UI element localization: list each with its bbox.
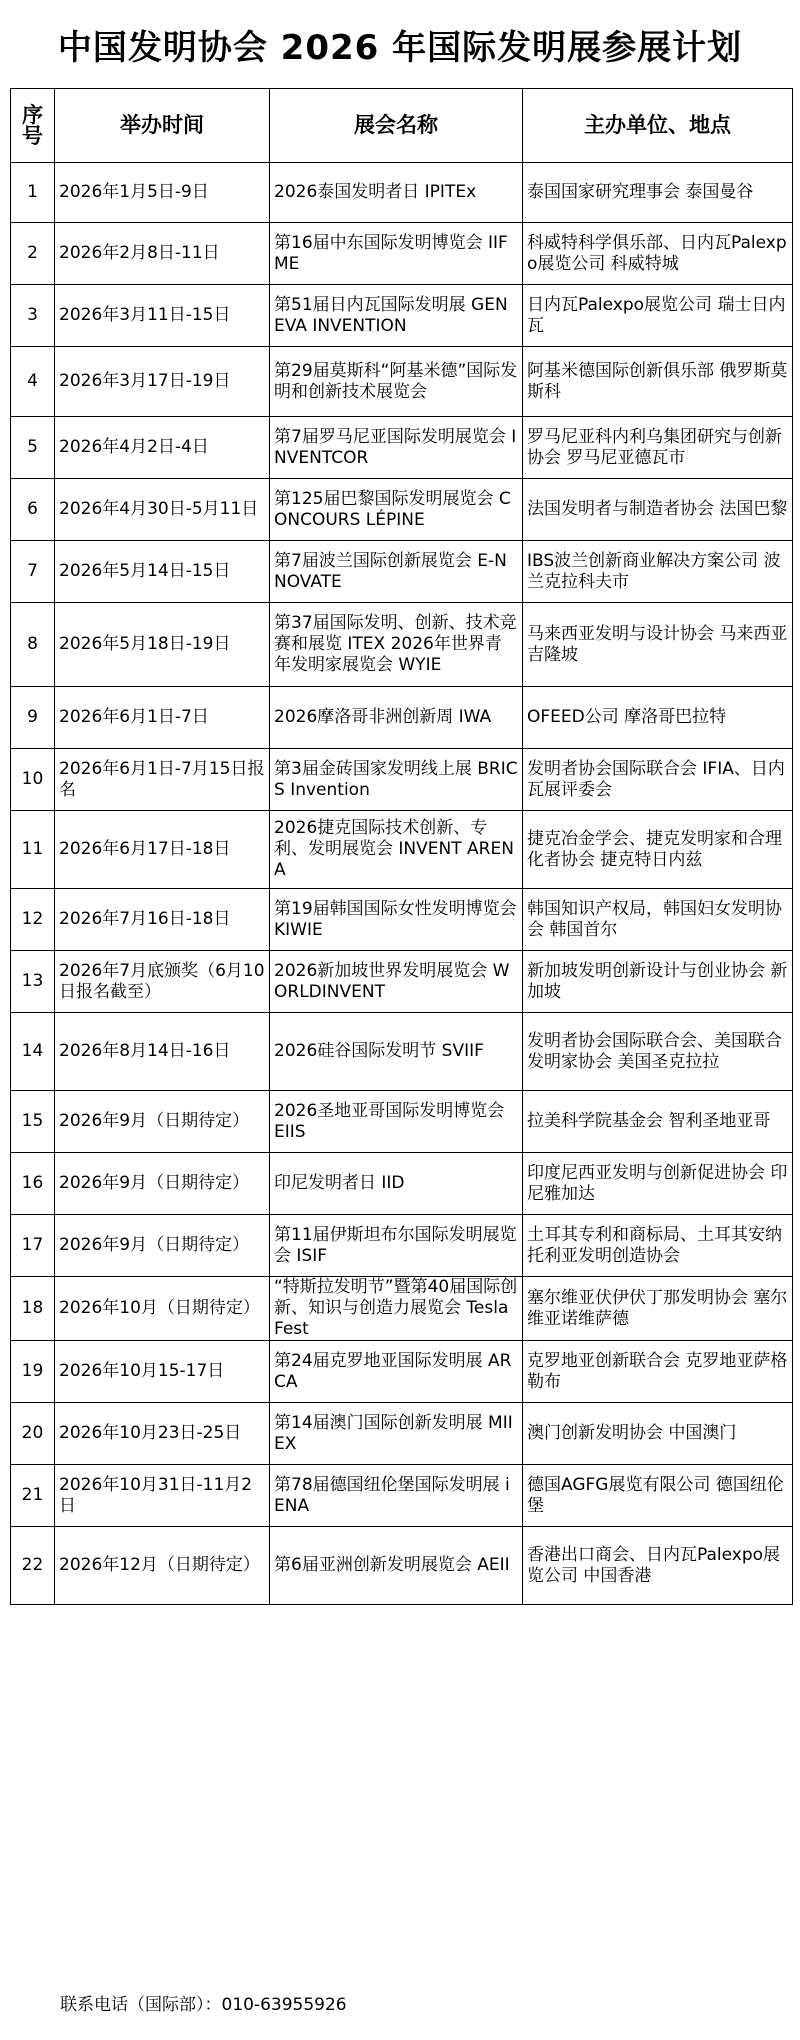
row-host: OFEED公司 摩洛哥巴拉特 [523,687,793,749]
table-row [11,1215,793,1277]
row-host: 发明者协会国际联合会 IFIA、日内瓦展评委会 [523,749,793,811]
row-date: 2026年12月（日期待定） [55,1527,270,1605]
header-date: 举办时间 [55,89,270,163]
table-header-row [11,89,793,163]
row-number: 2 [11,223,55,285]
row-host: 韩国知识产权局，韩国妇女发明协会 韩国首尔 [523,889,793,951]
row-date: 2026年7月16日-18日 [55,889,270,951]
row-host: 罗马尼亚科内利乌集团研究与创新协会 罗马尼亚德瓦市 [523,417,793,479]
row-host: 马来西亚发明与设计协会 马来西亚吉隆坡 [523,603,793,687]
table-row [11,1527,793,1605]
row-exhibition-name: 第11届伊斯坦布尔国际发明展览会 ISIF [270,1215,523,1277]
row-date: 2026年5月14日-15日 [55,541,270,603]
table-row [11,285,793,347]
row-date: 2026年6月17日-18日 [55,811,270,889]
row-host: 克罗地亚创新联合会 克罗地亚萨格勒布 [523,1341,793,1403]
row-number: 19 [11,1341,55,1403]
row-host: 泰国国家研究理事会 泰国曼谷 [523,163,793,223]
row-date: 2026年10月31日-11月2日 [55,1465,270,1527]
table-row [11,1277,793,1341]
row-host: 澳门创新发明协会 中国澳门 [523,1403,793,1465]
row-date: 2026年3月11日-15日 [55,285,270,347]
row-number: 15 [11,1091,55,1153]
row-number: 10 [11,749,55,811]
header-name: 展会名称 [270,89,523,163]
row-host: IBS波兰创新商业解决方案公司 波兰克拉科夫市 [523,541,793,603]
row-date: 2026年6月1日-7月15日报名 [55,749,270,811]
row-host: 印度尼西亚发明与创新促进协会 印尼雅加达 [523,1153,793,1215]
table-row [11,347,793,417]
row-number: 6 [11,479,55,541]
table-row [11,1013,793,1091]
table-row [11,417,793,479]
row-date: 2026年3月17日-19日 [55,347,270,417]
row-number: 5 [11,417,55,479]
row-exhibition-name: 2026新加坡世界发明展览会 WORLDINVENT [270,951,523,1013]
table-row [11,811,793,889]
row-number: 18 [11,1277,55,1341]
row-exhibition-name: 第14届澳门国际创新发明展 MIIEX [270,1403,523,1465]
row-date: 2026年8月14日-16日 [55,1013,270,1091]
table-row [11,1091,793,1153]
row-date: 2026年5月18日-19日 [55,603,270,687]
row-exhibition-name: 第51届日内瓦国际发明展 GENEVA INVENTION [270,285,523,347]
row-date: 2026年7月底颁奖（6月10日报名截至） [55,951,270,1013]
row-host: 阿基米德国际创新俱乐部 俄罗斯莫斯科 [523,347,793,417]
row-number: 12 [11,889,55,951]
page-title: 中国发明协会 2026 年国际发明展参展计划 [57,27,743,68]
row-exhibition-name: 2026泰国发明者日 IPITEx [270,163,523,223]
table-row [11,1403,793,1465]
row-host: 捷克冶金学会、捷克发明家和合理化者协会 捷克特日内兹 [523,811,793,889]
row-date: 2026年1月5日-9日 [55,163,270,223]
row-host: 拉美科学院基金会 智利圣地亚哥 [523,1091,793,1153]
table-row [11,603,793,687]
row-exhibition-name: 2026硅谷国际发明节 SVIIF [270,1013,523,1091]
table-row [11,951,793,1013]
row-number: 17 [11,1215,55,1277]
row-number: 9 [11,687,55,749]
row-host: 塞尔维亚伏伊伏丁那发明协会 塞尔维亚诺维萨德 [523,1277,793,1341]
row-exhibition-name: “特斯拉发明节”暨第40届国际创新、知识与创造力展览会 TeslaFest [270,1277,523,1341]
row-exhibition-name: 第24届克罗地亚国际发明展 ARCA [270,1341,523,1403]
row-date: 2026年4月30日-5月11日 [55,479,270,541]
table-body [11,163,793,1605]
row-exhibition-name: 第29届莫斯科“阿基米德”国际发明和创新技术展览会 [270,347,523,417]
row-number: 4 [11,347,55,417]
row-date: 2026年9月（日期待定） [55,1215,270,1277]
row-host: 日内瓦Palexpo展览公司 瑞士日内瓦 [523,285,793,347]
table-row [11,479,793,541]
row-exhibition-name: 第19届韩国国际女性发明博览会 KIWIE [270,889,523,951]
contact-phone: 联系电话（国际部）：010-63955926 [60,1995,347,2015]
row-date: 2026年6月1日-7日 [55,687,270,749]
row-host: 德国AGFG展览有限公司 德国纽伦堡 [523,1465,793,1527]
table-row [11,1153,793,1215]
row-exhibition-name: 第125届巴黎国际发明展览会 CONCOURS LÉPINE [270,479,523,541]
row-date: 2026年10月15-17日 [55,1341,270,1403]
row-date: 2026年9月（日期待定） [55,1153,270,1215]
row-date: 2026年2月8日-11日 [55,223,270,285]
table-row [11,223,793,285]
row-date: 2026年9月（日期待定） [55,1091,270,1153]
row-number: 21 [11,1465,55,1527]
row-date: 2026年4月2日-4日 [55,417,270,479]
row-number: 14 [11,1013,55,1091]
row-host: 香港出口商会、日内瓦Palexpo展览公司 中国香港 [523,1527,793,1605]
row-exhibition-name: 2026圣地亚哥国际发明博览会 EIIS [270,1091,523,1153]
row-number: 13 [11,951,55,1013]
table-row [11,1465,793,1527]
row-host: 发明者协会国际联合会、美国联合发明家协会 美国圣克拉拉 [523,1013,793,1091]
row-exhibition-name: 第3届金砖国家发明线上展 BRICS Invention [270,749,523,811]
row-exhibition-name: 2026摩洛哥非洲创新周 IWA [270,687,523,749]
row-exhibition-name: 第6届亚洲创新发明展览会 AEII [270,1527,523,1605]
row-host: 科威特科学俱乐部、日内瓦Palexpo展览公司 科威特城 [523,223,793,285]
row-number: 20 [11,1403,55,1465]
table-row [11,1341,793,1403]
row-date: 2026年10月23日-25日 [55,1403,270,1465]
row-exhibition-name: 第7届波兰国际创新展览会 E-NNOVATE [270,541,523,603]
row-number: 1 [11,163,55,223]
row-number: 8 [11,603,55,687]
row-number: 16 [11,1153,55,1215]
exhibition-plan-table [10,88,793,1605]
table-row [11,687,793,749]
row-exhibition-name: 第78届德国纽伦堡国际发明展 iENA [270,1465,523,1527]
row-host: 法国发明者与制造者协会 法国巴黎 [523,479,793,541]
row-exhibition-name: 2026捷克国际技术创新、专利、发明展览会 INVENT ARENA [270,811,523,889]
row-host: 土耳其专利和商标局、土耳其安纳托利亚发明创造协会 [523,1215,793,1277]
row-exhibition-name: 第16届中东国际发明博览会 IIFME [270,223,523,285]
header-no: 序号 [11,89,55,163]
table-row [11,163,793,223]
row-number: 7 [11,541,55,603]
row-number: 11 [11,811,55,889]
row-exhibition-name: 第7届罗马尼亚国际发明展览会 INVENTCOR [270,417,523,479]
header-host: 主办单位、地点 [523,89,793,163]
row-exhibition-name: 第37届国际发明、创新、技术竞赛和展览 ITEX 2026年世界青年发明家展览会 WYIE [270,603,523,687]
table-row [11,889,793,951]
row-exhibition-name: 印尼发明者日 IID [270,1153,523,1215]
row-date: 2026年10月（日期待定） [55,1277,270,1341]
row-host: 新加坡发明创新设计与创业协会 新加坡 [523,951,793,1013]
row-number: 3 [11,285,55,347]
row-number: 22 [11,1527,55,1605]
table-row [11,541,793,603]
table-row [11,749,793,811]
